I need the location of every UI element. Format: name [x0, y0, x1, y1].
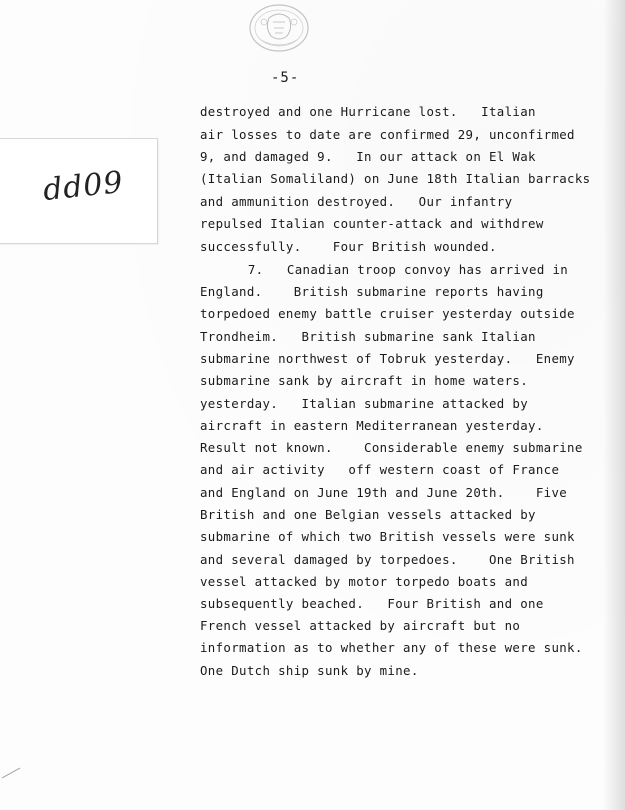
page-number: -5- — [271, 70, 300, 86]
body-line: and air activity off western coast of France — [200, 462, 560, 477]
body-line: repulsed Italian counter-attack and withdrew — [200, 216, 544, 231]
body-line: subsequently beached. Four British and one — [200, 596, 544, 611]
body-line: One Dutch ship sunk by mine. — [200, 663, 419, 678]
body-line: submarine northwest of Tobruk yesterday. Enemy — [200, 351, 575, 366]
body-line: Trondheim. British submarine sank Italian — [200, 329, 536, 344]
body-line: destroyed and one Hurricane lost. Italian — [200, 104, 536, 119]
archive-stamp-text: dd09 — [41, 164, 126, 209]
scan-artifact-mark — [0, 760, 24, 782]
body-line: information as to whether any of these were sunk. — [200, 640, 583, 655]
body-line: French vessel attacked by aircraft but no — [200, 618, 521, 633]
body-line: and England on June 19th and June 20th. Five — [200, 485, 568, 500]
body-line: and ammunition destroyed. Our infantry — [200, 194, 513, 209]
body-line: 7. Canadian troop convoy has arrived in — [201, 262, 569, 277]
page-edge-shadow — [603, 0, 625, 810]
body-line: and several damaged by torpedoes. One British — [200, 552, 575, 567]
body-line: torpedoed enemy battle cruiser yesterday outside — [200, 306, 575, 321]
body-line: Result not known. Considerable enemy submarine — [200, 440, 583, 455]
body-line: successfully. Four British wounded. — [200, 239, 497, 254]
body-line: submarine sank by aircraft in home waters. — [200, 373, 529, 388]
body-line: England. British submarine reports having — [200, 284, 544, 299]
body-line: 9, and damaged 9. In our attack on El Wak — [200, 149, 536, 164]
body-line: submarine of which two British vessels were sunk — [200, 529, 575, 544]
body-line: aircraft in eastern Mediterranean yesterday. — [200, 418, 544, 433]
body-line: yesterday. Italian submarine attacked by — [200, 396, 529, 411]
body-line: vessel attacked by motor torpedo boats and — [200, 574, 529, 589]
archive-stamp — [0, 138, 158, 244]
body-line: British and one Belgian vessels attacked by — [200, 507, 536, 522]
embossed-seal-icon — [247, 2, 311, 54]
body-line: air losses to date are confirmed 29, unconfirmed — [200, 127, 575, 142]
body-line: (Italian Somaliland) on June 18th Italian barracks — [200, 171, 591, 186]
